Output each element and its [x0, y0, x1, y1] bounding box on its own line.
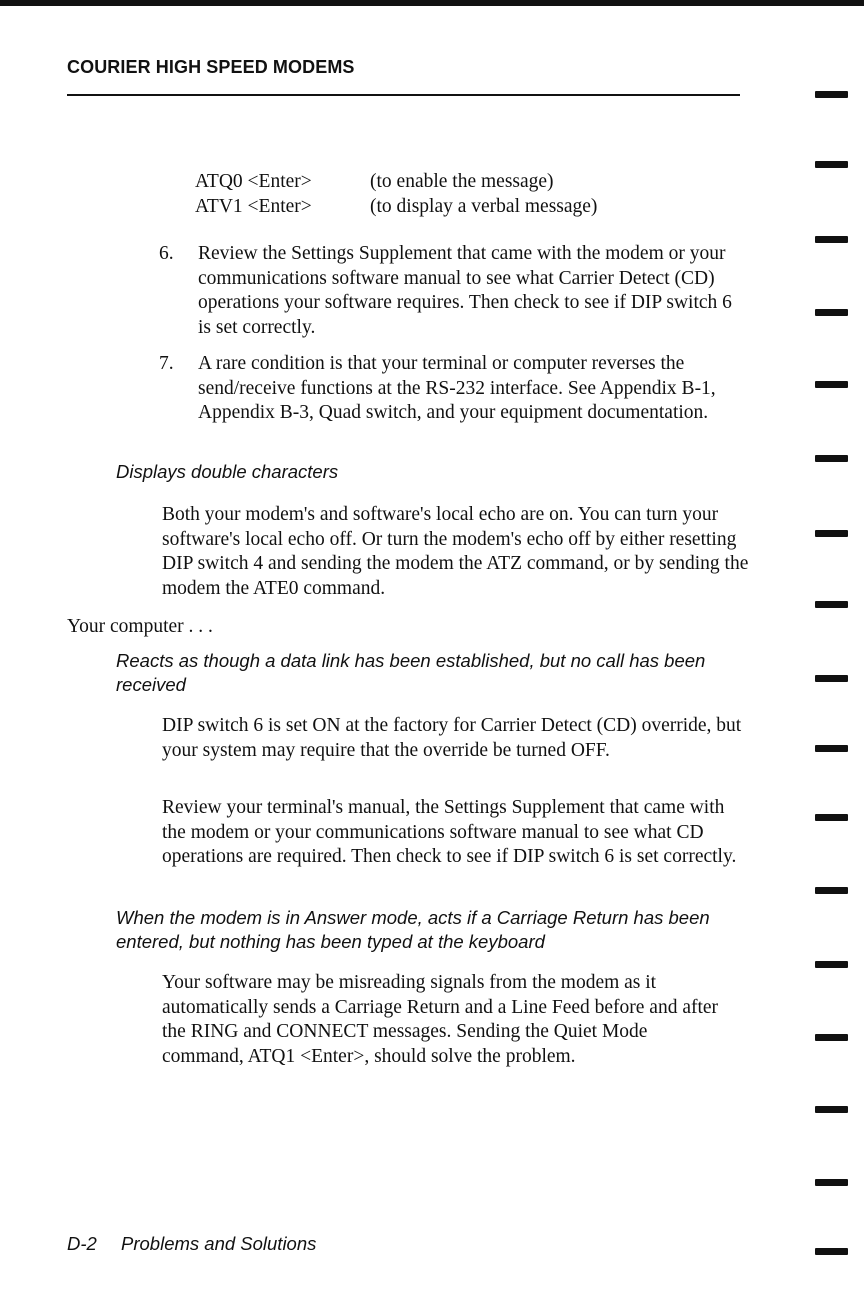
margin-tick [815, 601, 848, 608]
margin-tick [815, 887, 848, 894]
margin-tick [815, 309, 848, 316]
command-description: (to enable the message) [370, 171, 554, 192]
margin-tick [815, 91, 848, 98]
paragraph-answer-mode: Your software may be misreading signals from the modem as it automatically sends a Carriage Return and a Line Feed before and after the RING and CONNECT messages. Sending the Quiet Mode command, ATQ1 <Enter>, should solve the problem. [162, 972, 719, 1067]
margin-tick [815, 236, 848, 243]
margin-tick [815, 455, 848, 462]
subheading-data-link: Reacts as though a data link has been established, but no call has been received [116, 650, 706, 695]
item-text: Review the Settings Supplement that came with the modem or your communications software manual to see what Carrier Detect (CD) operations your software requires. Then check to see if DIP switch 6 is set correctly. [198, 243, 732, 338]
margin-tick [815, 530, 848, 537]
margin-tick [815, 161, 848, 168]
item-number: 7. [159, 353, 174, 374]
command-description: (to display a verbal message) [370, 196, 598, 217]
margin-tick [815, 1106, 848, 1113]
header-rule [67, 94, 740, 96]
subheading-double-characters: Displays double characters [116, 461, 339, 482]
margin-tick [815, 814, 848, 821]
top-border-rule [0, 0, 864, 6]
paragraph-cd-override: DIP switch 6 is set ON at the factory for Carrier Detect (CD) override, but your system may require that the override be turned OFF. [162, 715, 742, 761]
numbered-item [159, 352, 747, 426]
margin-tick [815, 1248, 848, 1255]
margin-tick [815, 381, 848, 388]
item-number: 6. [159, 243, 174, 264]
section-label-your-computer: Your computer . . . [67, 616, 213, 637]
paragraph-double-characters: Both your modem's and software's local echo are on. You can turn your software's local echo off. Or turn the modem's echo off by either resetting DIP switch 4 and sending the modem the ATZ command, or by sending the modem the ATE0 command. [162, 504, 749, 599]
margin-tick [815, 1034, 848, 1041]
margin-tick [815, 675, 848, 682]
item-text: A rare condition is that your terminal or computer reverses the send/receive functions at the RS-232 interface. See Appendix B-1, Appendix B-3, Quad switch, and your equipment documentation. [198, 353, 716, 423]
subheading-answer-mode: When the modem is in Answer mode, acts if a Carriage Return has been entered, but nothing has been typed at the keyboard [116, 907, 710, 952]
command-text: ATQ0 <Enter> [195, 171, 312, 192]
page-header-title: COURIER HIGH SPEED MODEMS [67, 57, 355, 77]
margin-tick [815, 745, 848, 752]
margin-tick [815, 961, 848, 968]
page-footer [67, 1233, 316, 1255]
footer-page-number: D-2 [67, 1233, 97, 1254]
margin-tick [815, 1179, 848, 1186]
numbered-item [159, 242, 747, 340]
footer-title: Problems and Solutions [121, 1233, 317, 1254]
command-text: ATV1 <Enter> [195, 196, 312, 217]
paragraph-review-manual: Review your terminal's manual, the Settings Supplement that came with the modem or your communications software manual to see what CD operations are required. Then check to see if DIP switch 6 is set correctly. [162, 797, 737, 867]
